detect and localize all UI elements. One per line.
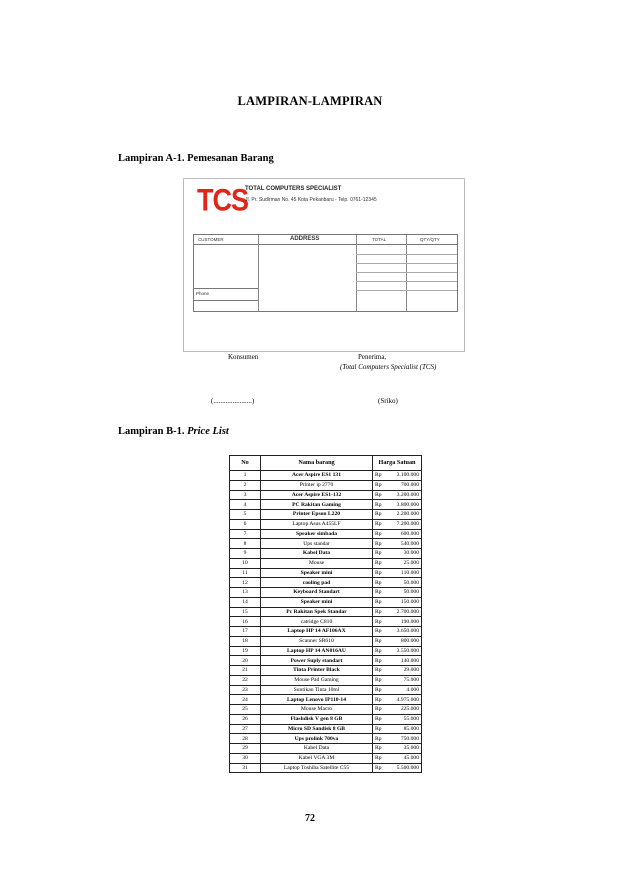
row-currency: Rp [375,755,382,762]
row-currency: Rp [375,608,382,615]
row-amount: 140.000 [400,657,419,664]
row-item-name: Kabel Data [261,549,373,559]
row-price [373,471,422,481]
row-item-name: Mouse Pad Gaming [261,675,373,685]
row-currency: Rp [375,589,382,596]
row-no: 31 [230,763,261,773]
row-amount: 4.000 [406,686,419,693]
table-row [230,471,422,481]
row-price [373,763,422,773]
tcs-logo: TCS [197,183,248,218]
row-no: 11 [230,568,261,578]
row-no: 6 [230,519,261,529]
row-amount: 3.650.000 [396,628,419,635]
price-list-table [229,455,422,773]
row-price [373,558,422,568]
row-no: 27 [230,724,261,734]
row-item-name: Speaker simbada [261,529,373,539]
row-item-name: Kabel Data [261,744,373,754]
row-price [373,695,422,705]
row-price [373,519,422,529]
row-amount: 700.000 [400,482,419,489]
header-no: No [230,456,261,471]
row-item-name: Speaker mini [261,597,373,607]
row-amount: 190.000 [400,618,419,625]
row-price [373,636,422,646]
row-price [373,480,422,490]
row-currency: Rp [375,530,382,537]
row-price [373,607,422,617]
row-item-name: Acer Aspire ES1 131 [261,471,373,481]
row-item-name: Pc Rakitan Spek Standar [261,607,373,617]
row-amount: 150.000 [400,599,419,606]
table-row [230,724,422,734]
row-currency: Rp [375,716,382,723]
row-no: 3 [230,490,261,500]
row-no: 13 [230,588,261,598]
table-row [230,646,422,656]
signature-left-label: Konsumen [228,353,259,361]
row-item-name: cooling pad [261,578,373,588]
row-amount: 50.000 [403,579,419,586]
row-currency: Rp [375,677,382,684]
row-item-name: Printer ip 2770 [261,480,373,490]
row-item-name: Kabel VGA 3M [261,753,373,763]
table-row [230,549,422,559]
page-number: 72 [305,813,315,824]
row-currency: Rp [375,618,382,625]
address-col-label: ADDRESS [290,236,320,242]
row-no: 9 [230,549,261,559]
row-price [373,539,422,549]
qty-col-label: QTY/QTY [420,237,440,242]
table-row [230,714,422,724]
company-name: TOTAL COMPUTERS SPECIALIST [245,186,342,192]
row-amount: 55.000 [403,716,419,723]
row-currency: Rp [375,599,382,606]
row-currency: Rp [375,638,382,645]
row-item-name: Scanner SR610 [261,636,373,646]
row-item-name: Mouse [261,558,373,568]
table-row [230,539,422,549]
row-no: 1 [230,471,261,481]
row-no: 30 [230,753,261,763]
row-no: 14 [230,597,261,607]
row-item-name: Micro SD Sandisk 8 GB [261,724,373,734]
row-no: 26 [230,714,261,724]
row-currency: Rp [375,540,382,547]
row-item-name: Keyboard Standart [261,588,373,598]
table-row [230,588,422,598]
row-price [373,714,422,724]
row-no: 25 [230,705,261,715]
row-no: 24 [230,695,261,705]
row-item-name: PC Rakitan Gaming [261,500,373,510]
row-price [373,753,422,763]
table-row [230,578,422,588]
row-item-name: Ups standar [261,539,373,549]
row-no: 16 [230,617,261,627]
table-row [230,675,422,685]
signature-right-name: (Sriko) [378,397,398,405]
row-item-name: Tinta Printer Black [261,666,373,676]
row-no: 17 [230,627,261,637]
row-amount: 3.550.000 [396,647,419,654]
row-currency: Rp [375,706,382,713]
table-row [230,510,422,520]
row-currency: Rp [375,472,382,479]
row-currency: Rp [375,521,382,528]
row-item-name: Power Suply standart [261,656,373,666]
table-row [230,500,422,510]
row-amount: 35.000 [403,745,419,752]
page-title: LAMPIRAN-LAMPIRAN [237,94,383,108]
row-price [373,549,422,559]
row-amount: 25.000 [403,560,419,567]
table-row [230,617,422,627]
row-no: 21 [230,666,261,676]
row-no: 8 [230,539,261,549]
table-row [230,519,422,529]
table-row [230,568,422,578]
section-b-prefix: Lampiran B-1. [118,426,185,437]
row-currency: Rp [375,628,382,635]
row-item-name: Flashdisk V gen 8 GB [261,714,373,724]
row-amount: 5.500.000 [396,764,419,771]
customer-col-label: CUSTOMER [198,237,224,242]
table-row [230,685,422,695]
row-amount: 3.800.000 [396,501,419,508]
row-amount: 3.100.000 [396,472,419,479]
row-amount: 7.200.000 [396,521,419,528]
row-amount: 85.000 [403,725,419,732]
row-amount: 50.000 [403,589,419,596]
table-row [230,480,422,490]
row-currency: Rp [375,686,382,693]
header-price: Harga Satuan [373,456,422,471]
row-amount: 2.700.000 [396,608,419,615]
row-amount: 540.000 [400,540,419,547]
section-b-italic: Price List [187,426,229,437]
row-price [373,597,422,607]
row-currency: Rp [375,647,382,654]
table-row [230,529,422,539]
row-no: 5 [230,510,261,520]
table-row [230,490,422,500]
row-item-name: Acer Aspire ES1-132 [261,490,373,500]
row-currency: Rp [375,550,382,557]
row-amount: 45.000 [403,755,419,762]
row-price [373,510,422,520]
row-price [373,588,422,598]
row-currency: Rp [375,667,382,674]
row-currency: Rp [375,511,382,518]
signature-left-dots: (......................) [211,397,255,405]
table-row [230,705,422,715]
row-currency: Rp [375,745,382,752]
row-amount: 75.000 [403,677,419,684]
table-row [230,695,422,705]
row-price [373,724,422,734]
row-amount: 800.000 [400,638,419,645]
row-no: 18 [230,636,261,646]
row-currency: Rp [375,657,382,664]
row-amount: 225.000 [400,706,419,713]
row-item-name: Laptop Asus A455LF [261,519,373,529]
row-no: 28 [230,734,261,744]
table-header-row [230,456,422,471]
row-no: 2 [230,480,261,490]
row-amount: 600.000 [400,530,419,537]
row-no: 10 [230,558,261,568]
table-row [230,597,422,607]
signature-right-label: Penerima, [358,353,387,361]
row-currency: Rp [375,560,382,567]
row-no: 7 [230,529,261,539]
table-row [230,558,422,568]
row-price [373,617,422,627]
row-price [373,734,422,744]
header-name: Nama barang [261,456,373,471]
row-amount: 3.200.000 [396,491,419,498]
row-currency: Rp [375,579,382,586]
row-price [373,490,422,500]
row-currency: Rp [375,764,382,771]
row-no: 15 [230,607,261,617]
row-price [373,675,422,685]
row-item-name: Laptop HP 14 AN016AU [261,646,373,656]
table-row [230,763,422,773]
row-no: 20 [230,656,261,666]
row-item-name: Laptop Lenovo IP110-14 [261,695,373,705]
row-price [373,744,422,754]
row-amount: 110.000 [401,569,419,576]
row-amount: 2.200.000 [396,511,419,518]
row-item-name: Printer Epson L220 [261,510,373,520]
row-no: 19 [230,646,261,656]
row-price [373,529,422,539]
row-no: 23 [230,685,261,695]
order-grid [193,234,458,312]
table-row [230,744,422,754]
row-price [373,685,422,695]
row-item-name: catridge C810 [261,617,373,627]
section-b-heading [118,426,229,437]
row-item-name: Suntikan Tinta 10ml [261,685,373,695]
row-amount: 4.975.000 [396,696,419,703]
row-currency: Rp [375,696,382,703]
table-row [230,627,422,637]
row-price [373,568,422,578]
row-currency: Rp [375,501,382,508]
table-row [230,666,422,676]
total-col-label: TOTAL [372,237,387,242]
row-price [373,666,422,676]
row-no: 12 [230,578,261,588]
row-price [373,646,422,656]
phone-label: Phone [196,291,210,296]
row-item-name: Speaker mini [261,568,373,578]
table-row [230,636,422,646]
row-no: 29 [230,744,261,754]
row-item-name: Ups prolink 700va [261,734,373,744]
signature-right-sub: (Total Computers Specialist (TCS) [340,363,437,371]
row-currency: Rp [375,725,382,732]
row-item-name: Mouse Macro [261,705,373,715]
row-price [373,578,422,588]
company-address: Jl. Pr. Sudirman No. 45 Kota Pekanbaru - Telp. 0761-12345 [245,197,377,203]
row-item-name: Laptop Toshiba Satellite C55 [261,763,373,773]
row-currency: Rp [375,735,382,742]
row-no: 22 [230,675,261,685]
row-no: 4 [230,500,261,510]
row-price [373,705,422,715]
row-currency: Rp [375,491,382,498]
table-row [230,607,422,617]
table-row [230,656,422,666]
table-row [230,734,422,744]
row-currency: Rp [375,482,382,489]
row-amount: 750.000 [400,735,419,742]
row-amount: 30.000 [403,550,419,557]
row-amount: 29.000 [403,667,419,674]
row-price [373,500,422,510]
row-price [373,656,422,666]
row-currency: Rp [375,569,382,576]
section-a-heading: Lampiran A-1. Pemesanan Barang [118,153,274,164]
row-item-name: Laptop HP 14 AF106AX [261,627,373,637]
row-price [373,627,422,637]
table-row [230,753,422,763]
